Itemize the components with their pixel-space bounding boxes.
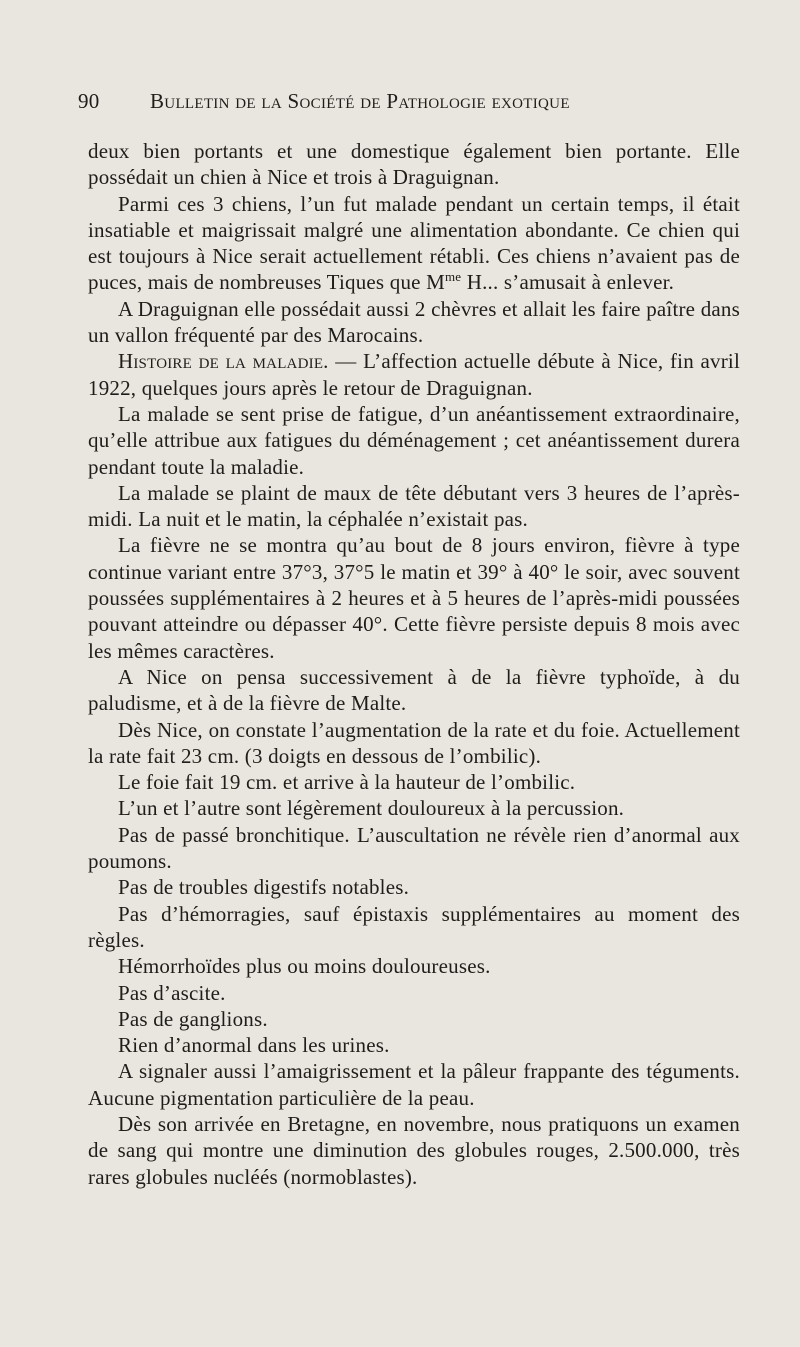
article-body	[88, 138, 740, 1190]
paragraph: Dès son arrivée en Bretagne, en novembre, nous pratiquons un examen de sang qui montre une diminution des globules rouges, 2.500.000, très rares globules nucléés (normoblastes).	[88, 1111, 740, 1189]
paragraph: A Nice on pensa successivement à de la fièvre typhoïde, à du paludisme, et à de la fièvre de Malte.	[88, 664, 740, 716]
superscript: me	[445, 269, 462, 285]
paragraph: Pas de troubles digestifs notables.	[118, 875, 410, 900]
paragraph: L’un et l’autre sont légèrement douloureux à la percussion.	[118, 796, 625, 821]
paragraph: Le foie fait 19 cm. et arrive à la hauteur de l’ombilic.	[118, 770, 576, 795]
section-heading: Histoire de la maladie.	[118, 349, 329, 374]
paragraph	[88, 191, 740, 296]
paragraph-text-tail: H... s’amusait à enlever.	[461, 270, 675, 295]
paragraph: La malade se plaint de maux de tête débutant vers 3 heures de l’après-midi. La nuit et le matin, la céphalée n’existait pas.	[88, 480, 740, 532]
running-header	[78, 88, 728, 114]
paragraph: A signaler aussi l’amaigrissement et la pâleur frappante des téguments. Aucune pigmentation particulière de la peau.	[88, 1059, 740, 1110]
paragraph: La malade se sent prise de fatigue, d’un anéantissement extraordinaire, qu’elle attribue aux fatigues du déménagement ; cet anéantissement durera pendant toute la maladie.	[88, 401, 740, 479]
journal-title: Bulletin de la Société de Pathologie exotique	[150, 89, 570, 113]
paragraph	[88, 348, 740, 401]
paragraph-text: Parmi ces 3 chiens, l’un fut malade pendant un certain temps, il était insatiable et maigrissait malgré une alimentation abondante. Ce chien qui est toujours à Nice serait actuellement rétabli. Ces chiens n’avaient pas de puces, mais de nombreuses Tiques que M	[88, 191, 740, 295]
paragraph: deux bien portants et une domestique également bien portante. Elle possédait un chien à Nice et trois à Draguignan.	[88, 139, 740, 190]
paragraph: A Draguignan elle possédait aussi 2 chèvres et allait les faire paître dans un vallon fréquenté par des Marocains.	[88, 296, 740, 348]
paragraph: Pas de passé bronchitique. L’auscultation ne révèle rien d’anormal aux poumons.	[88, 822, 740, 874]
paragraph: Pas d’ascite.	[118, 980, 226, 1005]
page-number: 90	[78, 89, 100, 113]
paragraph: Dès Nice, on constate l’augmentation de la rate et du foie. Actuellement la rate fait 23 cm. (3 doigts en dessous de l’ombilic).	[88, 717, 740, 768]
paragraph: Hémorrhoïdes plus ou moins douloureuses.	[118, 954, 491, 979]
paragraph: La fièvre ne se montra qu’au bout de 8 jours environ, fièvre à type continue variant entre 37°3, 37°5 le matin et 39° à 40° le soir, avec souvent poussées supplémentaires à 2 heures et à 5 heures de l’après-midi poussées pouvant atteindre ou dépasser 40°. Cette fièvre persiste depuis 8 mois avec les mêmes caractères.	[88, 533, 740, 663]
paragraph-text: — L’affection actuelle débute à Nice, fin avril 1922, quelques jours après le retour de Draguignan.	[88, 349, 740, 400]
paragraph: Rien d’anormal dans les urines.	[118, 1033, 390, 1058]
paragraph: Pas de ganglions.	[118, 1006, 268, 1031]
paragraph: Pas d’hémorragies, sauf épistaxis supplémentaires au moment des règles.	[88, 901, 740, 952]
